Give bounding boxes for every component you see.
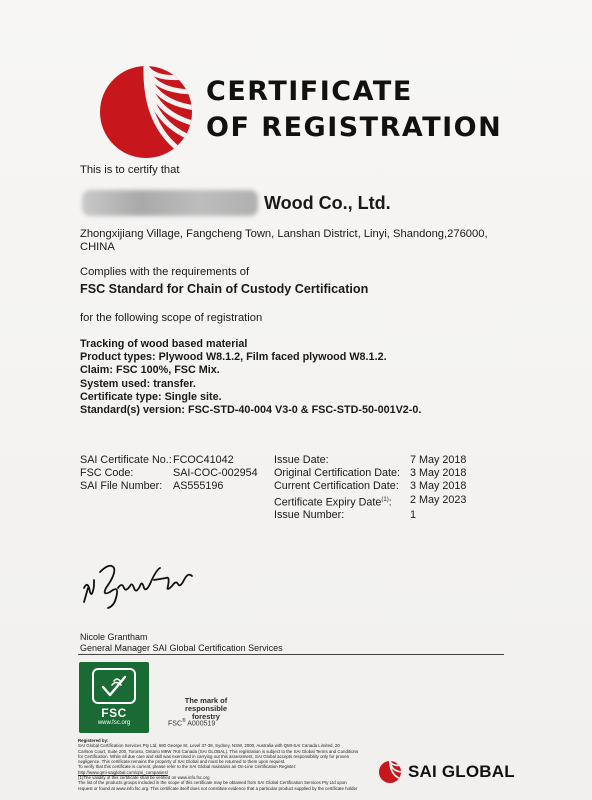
date-value: 3 May 2018	[410, 480, 467, 493]
identifier-value: FCOC41042	[173, 454, 234, 466]
title-line-2: OF REGISTRATION	[206, 112, 503, 143]
scope-intro: for the following scope of registration	[80, 312, 263, 324]
signer-block	[80, 632, 283, 653]
date-label: Issue Number:	[274, 509, 345, 522]
fine-line: The list of the products groups included in the scope of this certificate may be obtained from SAI Global Certification Services Pty Ltd upon	[78, 780, 347, 786]
scope-item: System used: transfer.	[80, 377, 196, 390]
fine-line: (1)The validity of this certificate shall be verified on www.info.fsc.org	[78, 775, 210, 781]
date-row	[274, 509, 466, 522]
date-value: 3 May 2018	[410, 467, 467, 480]
date-row	[274, 454, 466, 467]
fsc-url: www.fsc.org	[97, 720, 131, 726]
company-name: Wood Co., Ltd.	[264, 193, 391, 213]
fine-line: request or found at www.info.fsc.org. This certificate itself does not constitute evidence that a particular product supplied by the certificate holder	[78, 785, 358, 791]
company-address: Zhongxijiang Village, Fangcheng Town, Lanshan District, Linyi, Shandong,276000, CHINA	[80, 228, 488, 253]
fsc-checkmark-tree-icon	[92, 668, 136, 704]
redacted-name	[82, 190, 258, 216]
registered-mark: ®	[182, 718, 186, 724]
date-row	[274, 467, 466, 480]
title-line-1: CERTIFICATE	[206, 76, 413, 107]
date-label: Issue Date:	[274, 454, 329, 466]
intro-text: This is to certify that	[80, 164, 180, 176]
identifier-row	[80, 454, 258, 467]
scope-item: Claim: FSC 100%, FSC Mix.	[80, 364, 220, 377]
identifier-value: AS555196	[173, 480, 224, 493]
date-row	[274, 480, 466, 493]
date-label: Current Certification Date:	[274, 480, 399, 493]
expiry-label	[274, 494, 410, 510]
divider	[78, 654, 504, 655]
standard-name: FSC Standard for Chain of Custody Certification	[80, 282, 369, 296]
signer-name: Nicole Grantham	[80, 632, 148, 642]
date-value: 2 May 2023	[410, 493, 467, 506]
identifier-label: SAI File Number:	[80, 480, 163, 493]
sai-global-logo-icon	[96, 62, 196, 162]
date-label: Original Certification Date:	[274, 467, 401, 480]
sai-global-footer-logo	[378, 760, 515, 784]
signature	[80, 558, 198, 610]
fsc-license-prefix: FSC	[168, 720, 182, 728]
registered-by-label: Registered by:	[78, 738, 109, 743]
fsc-license-code: A000519	[187, 720, 216, 728]
fine-line: for Certification. While all due care and skill was exercised in carrying out this assessment, SAI Global accepts responsibility only for proven	[78, 753, 350, 759]
fsc-wordmark: FSC	[101, 706, 127, 720]
identifier-label: FSC Code:	[80, 467, 134, 480]
label-colon: :	[388, 496, 392, 509]
scope-item: Product types: Plywood W8.1.2, Film faced plywood W8.1.2.	[80, 351, 387, 364]
identifier-label: SAI Certificate No.:	[80, 454, 172, 466]
certificate-title	[206, 74, 502, 146]
date-row	[274, 494, 466, 510]
fine-line: To verify that this certificate is current, please refer to the SAI Global maintains an On-Line Certification Register:	[78, 764, 297, 770]
fsc-license	[168, 718, 215, 727]
register-link[interactable]: http://www.qmi-saiglobal.com/qmi_companies/	[78, 769, 169, 775]
date-label: Certificate Expiry Date	[274, 496, 382, 509]
identifier-row	[80, 467, 258, 480]
footnote-ref: (1)	[381, 496, 389, 503]
identifier-row	[80, 480, 258, 493]
compliance-text: Complies with the requirements of	[80, 266, 250, 278]
scope-list	[80, 338, 421, 417]
brand-name: SAI GLOBAL	[408, 762, 515, 781]
dates-table	[274, 454, 466, 523]
date-value: 7 May 2018	[410, 454, 467, 466]
fsc-logo	[79, 662, 149, 733]
identifier-table	[80, 454, 258, 494]
fine-line: Carlson Court, Suite 200, Toronto, Ontario M9W 7K6 Canada (SAI GLOBAL). This registration is subject to the SAI Global Terms and Conditions	[78, 748, 359, 754]
fsc-tagline-2: responsible forestry	[184, 704, 228, 721]
sai-global-logo-icon	[378, 760, 402, 784]
date-value: 1	[410, 509, 417, 522]
fine-line: SAI Global Certification Services Pty Ltd, 680 George St, Level 37-38, Sydney, NSW, 2000, Australia with QMI-SAI Canada Limited, 20	[78, 743, 340, 749]
scope-item: Standard(s) version: FSC-STD-40-004 V3-0 & FSC-STD-50-001V2-0.	[80, 404, 422, 417]
identifier-value: SAI-COC-002954	[173, 467, 258, 480]
scope-item: Tracking of wood based material	[80, 338, 248, 350]
fsc-tagline-1: The mark of	[184, 696, 228, 705]
fine-print	[78, 738, 378, 791]
signer-role: General Manager SAI Global Certification Services	[80, 642, 283, 653]
scope-item: Certificate type: Single site.	[80, 390, 222, 403]
fine-line: negligence. This certificate remains the property of SAI Global and must be returned to them upon request.	[78, 759, 286, 765]
